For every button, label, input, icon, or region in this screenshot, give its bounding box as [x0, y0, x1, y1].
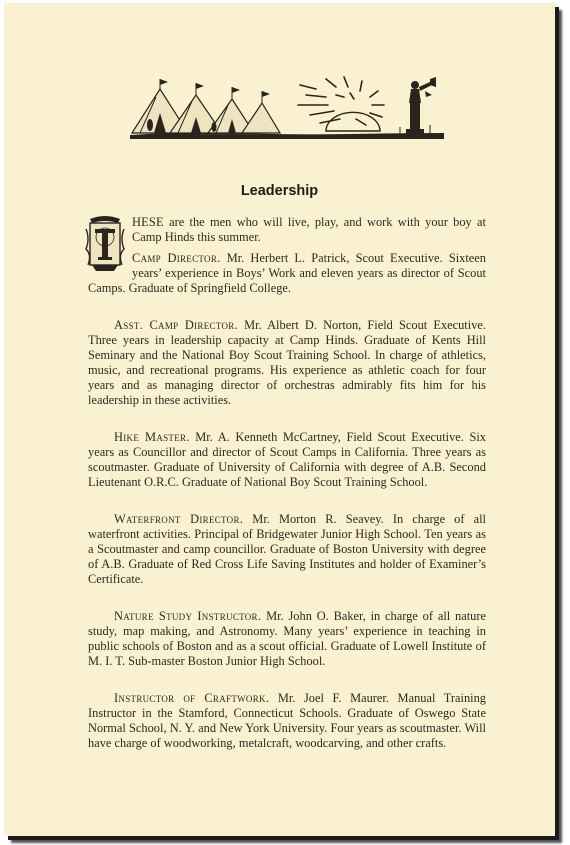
leadership-text: [88, 215, 486, 773]
leader-role: Asst. Camp Director.: [114, 318, 238, 332]
leader-entry: [88, 251, 486, 296]
intro-lead-word: HESE: [132, 215, 164, 229]
intro-text: are the men who will live, play, and work with your boy at Camp Hinds this summer.: [132, 215, 486, 244]
leader-description: Mr. Joel F. Maurer. Manual Training Instructor in the Stamford, Connecticut Schools. Graduate of Oswego State Normal School, N. Y. and New York University. Four years as scoutmaster. Will have charge of woodworking, metalcraft, woodcarving, and other crafts.: [88, 691, 486, 750]
ornamental-initial-t-icon: [84, 215, 126, 273]
document-page: [4, 3, 555, 836]
leader-entry: [88, 512, 486, 587]
leader-role: Waterfront Director.: [114, 512, 244, 526]
leader-entry: [88, 318, 486, 408]
leader-role: Hike Master.: [114, 430, 190, 444]
leader-entry: [88, 691, 486, 751]
leader-description: Mr. A. Kenneth McCartney, Field Scout Executive. Six years as Councillor and director of Scout Camps in California. Three years as scoutmaster. Graduate of University of California with degree of A.B. Second Lieutenant O.R.C. Graduate of National Boy Scout Training School.: [88, 430, 486, 489]
leader-role: Nature Study Instructor.: [114, 609, 262, 623]
leader-role: Camp Director.: [132, 251, 221, 265]
leader-entry: [88, 609, 486, 669]
camp-banner-illustration: [130, 73, 444, 139]
leader-role: Instructor of Craftwork.: [114, 691, 270, 705]
leader-entry: [88, 430, 486, 490]
page-title: Leadership: [240, 183, 319, 199]
leader-description: Mr. Morton R. Seavey. In charge of all waterfront activities. Principal of Bridgewater Junior High School. Ten years as a Scoutmaster and camp councillor. Graduate of Boston University with degree of A.B. Graduate of Red Cross Life Saving Institutes and holder of Examiner’s Certificate.: [88, 512, 486, 586]
leader-description: Mr. John O. Baker, in charge of all nature study, map making, and Astronomy. Many years’ experience in teaching in public schools of Boston and as a scout official. Graduate of Lowell Institute of M. I. T. Sub-master Boston Junior High School.: [88, 609, 486, 668]
intro-paragraph: [88, 215, 486, 245]
leader-description: Mr. Herbert L. Patrick, Scout Executive. Sixteen years’ experience in Boys’ Work and eleven years as director of Scout Camps. Graduate of Springfield College.: [88, 251, 486, 295]
leader-description: Mr. Albert D. Norton, Field Scout Executive. Three years in leadership capacity at Camp Hinds. Graduate of Kents Hill Seminary and the National Boy Scout Training School. In charge of athletics, music, and recreational programs. His experience as athletic coach for four years and as managing director of orchestras admirably fits him for his leadership in these activities.: [88, 318, 486, 407]
